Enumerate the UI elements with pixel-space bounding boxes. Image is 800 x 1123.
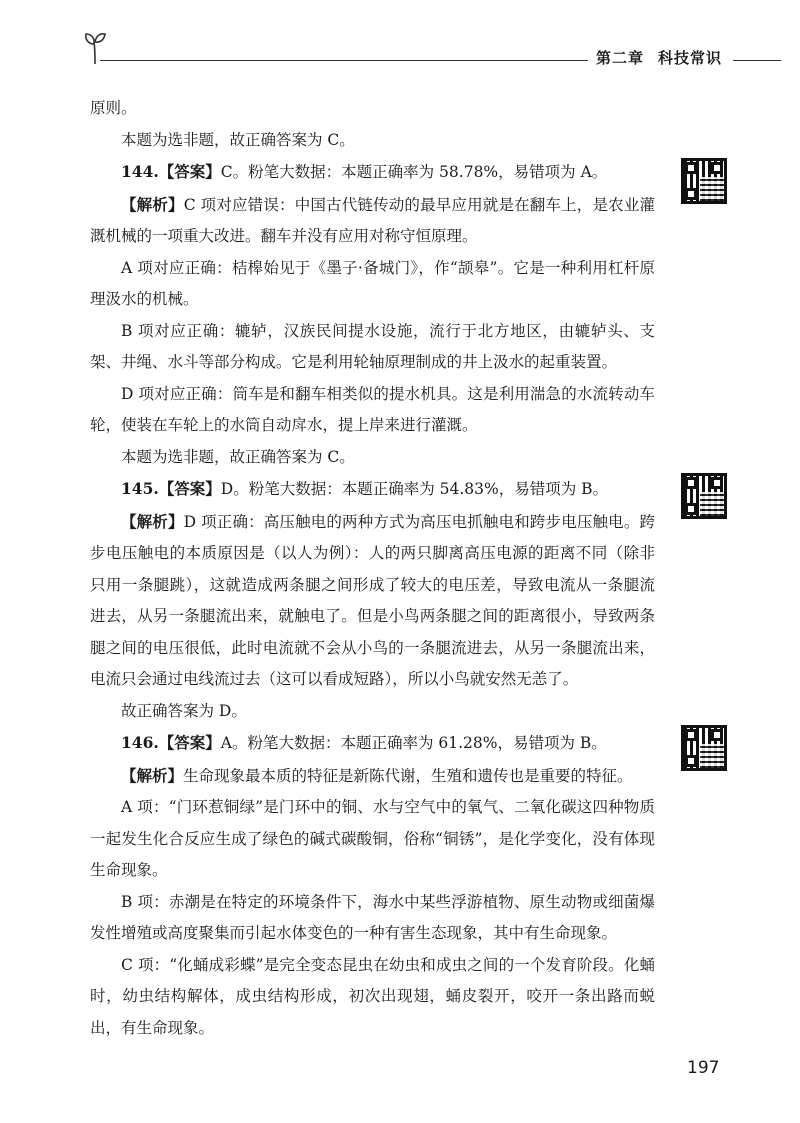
paragraph [90, 950, 655, 1045]
paragraph-text: C 项对应错误：中国古代链传动的最早应用就是在翻车上，是农业灌溉机械的一项重大改进。翻车并没有应用对称守恒原理。 [90, 195, 655, 245]
paragraph [90, 442, 655, 474]
paragraph [90, 792, 655, 887]
paragraph [90, 316, 655, 379]
answer-label: 【解析】 [121, 765, 184, 785]
paragraph-text: C 项：“化蛹成彩蝶”是完全变态昆虫在幼虫和成虫之间的一个发育阶段。化蛹时，幼虫结构解体，成虫结构形成，初次出现翅，蛹皮裂开，咬开一条出路而蜕出，有生命现象。 [90, 955, 655, 1037]
paragraph-text: A 项对应正确：桔槔始见于《墨子·备城门》，作“颉皋”。它是一种利用杠杆原理汲水的机械。 [90, 258, 655, 308]
qr-code-145[interactable] [681, 473, 727, 519]
paragraph [90, 696, 655, 728]
answer-label: 145.【答案】 [121, 479, 221, 498]
paragraph-text: 原则。 [90, 99, 137, 117]
paragraph-text: B 项对应正确：辘轳，汉族民间提水设施，流行于北方地区，由辘轳头、支架、井绳、水斗等部分构成。它是利用轮轴原理制成的井上汲水的起重装置。 [90, 321, 655, 371]
answer-label: 144.【答案】 [121, 162, 221, 181]
answer-label: 【解析】 [121, 194, 184, 214]
paragraph [90, 379, 655, 442]
page-number: 197 [687, 1058, 720, 1078]
paragraph-text: D 项正确：高压触电的两种方式为高压电抓触电和跨步电压触电。跨步电压触电的本质原因是（以人为例）：人的两只脚离高压电源的距离不同（除非只用一条腿跳），这就造成两条腿之间形成了较大的电压差，导致电流从一条腿流进去，从另一条腿流出来，就触电了。但是小鸟两条腿之间的距离很小，导致两条腿之间的电压很低，此时电流就不会从小鸟的一条腿流进去，从另一条腿流出来，电流只会通过电线流过去（这可以看成短路），所以小鸟就安然无恙了。 [90, 512, 655, 688]
section-label: 科技常识 [658, 49, 723, 67]
header-rule-left [100, 60, 588, 61]
paragraph-text: C。粉笔大数据：本题正确率为 58.78%，易错项为 A。 [220, 163, 608, 181]
answer-label: 【解析】 [121, 511, 184, 531]
paragraph-text: A。粉笔大数据：本题正确率为 61.28%，易错项为 B。 [220, 734, 607, 752]
paragraph [90, 253, 655, 316]
header-rule-right [733, 60, 781, 61]
paragraph-text: 本题为选非题，故正确答案为 C。 [121, 130, 355, 149]
paragraph-text: D。粉笔大数据：本题正确率为 54.83%，易错项为 B。 [220, 480, 609, 498]
paragraph [90, 760, 655, 793]
page-header [0, 0, 800, 80]
paragraph [90, 506, 655, 696]
paragraph-text: 生命现象最本质的特征是新陈代谢，生殖和遗传也是重要的特征。 [183, 766, 633, 785]
answer-label: 146.【答案】 [121, 733, 221, 752]
paragraph-text: 故正确答案为 D。 [121, 701, 247, 720]
paragraph-text: D 项对应正确：筒车是和翻车相类似的提水机具。这是利用湍急的水流转动车轮，使装在车轮上的水筒自动戽水，提上岸来进行灌溉。 [90, 384, 655, 434]
paragraph [90, 189, 655, 253]
qr-code-146[interactable] [681, 725, 727, 771]
chapter-title [596, 47, 722, 68]
chapter-label: 第二章 [596, 49, 645, 67]
paragraph [90, 887, 655, 950]
paragraph [90, 125, 655, 157]
paragraph [90, 727, 655, 760]
paragraph-text: A 项：“门环惹铜绿”是门环中的铜、水与空气中的氧气、二氧化碳这四种物质一起发生化合反应生成了绿色的碱式碳酸铜，俗称“铜锈”，是化学变化，没有体现生命现象。 [90, 798, 655, 879]
paragraph-text: B 项：赤潮是在特定的环境条件下，海水中某些浮游植物、原生动物或细菌爆发性增殖或高度聚集而引起水体变色的一种有害生态现象，其中有生命现象。 [90, 892, 655, 942]
qr-code-144[interactable] [681, 158, 727, 204]
paragraph [90, 156, 655, 189]
paragraph [90, 473, 655, 506]
paragraph-text: 本题为选非题，故正确答案为 C。 [121, 447, 355, 466]
paragraph [90, 93, 655, 125]
answer-explanations [90, 93, 655, 1044]
